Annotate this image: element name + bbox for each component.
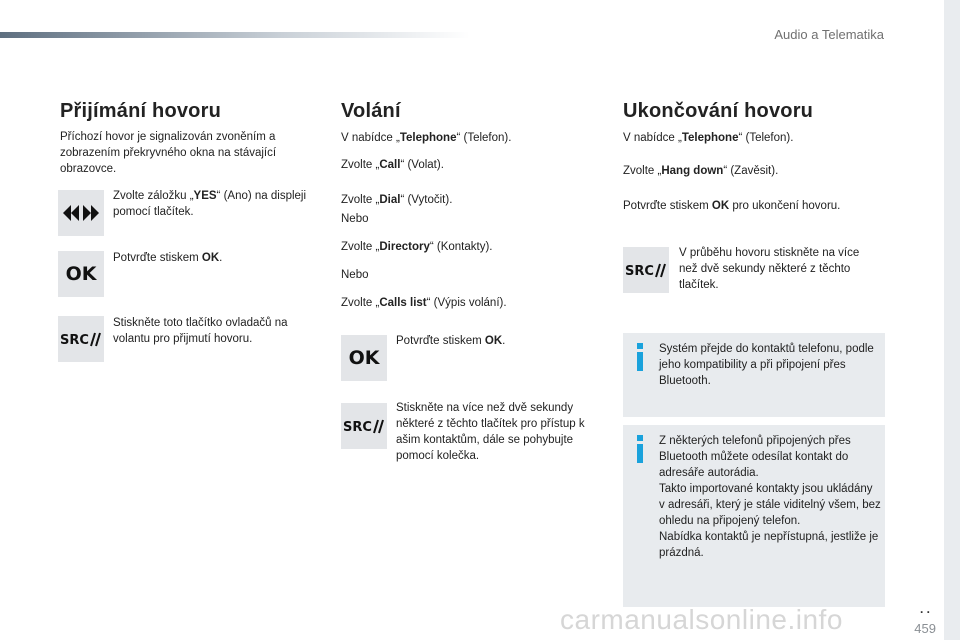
ok-icon-label: OK [348,347,380,369]
info-icon [637,435,643,463]
column-calling [341,100,611,123]
header-title: Audio a Telematika [774,27,884,42]
ending-hold-instruction: V průběhu hovoru stiskněte na více než dvě sekundy některé z těchto tlačítek. [679,247,860,291]
step-select-yes: Zvolte záložku „YES“ (Ano) na displeji pomocí tlačítek. [113,190,307,218]
svg-text:SRC: SRC [60,333,89,348]
ok-icon-label: OK [65,263,97,285]
left-right-arrows-icon [61,205,101,221]
header-gradient-bar [0,32,470,38]
info-text-contacts: Systém přejde do kontaktů telefonu, podle jeho kompatibility a při připojení přes Bluetooth. [659,343,874,387]
src-button-icon [58,316,104,362]
page-dots: . . [919,602,930,616]
calling-line-dial: Zvolte „Dial“ (Vytočit). [341,194,453,206]
watermark: carmanualsonline.info [560,604,843,635]
arrows-button-icon [58,190,104,236]
info-box-contacts [623,333,885,417]
src-button-icon-2 [341,403,387,449]
calling-hold-to-contacts: Stiskněte na více než dvě sekundy některé z těchto tlačítek pro přístup k ašim kontaktům, dále se pohybujte pomocí kolečka. [396,402,585,462]
calling-or-1: Nebo [341,213,369,225]
calling-line-telephone: V nabídce „Telephone“ (Telefon). [341,132,512,144]
calling-confirm-ok: Potvrďte stiskem OK. [396,335,506,347]
calling-or-2: Nebo [341,269,369,281]
heading-receiving-call: Přijímání hovoru [60,100,222,122]
ending-line-hang-down: Zvolte „Hang down“ (Zavěsit). [623,165,779,177]
info-text-import: Z některých telefonů připojených přes Bluetooth můžete odesílat kontakt do adresáře autorádia. Takto importované kontakty jsou ukládány v adresáři, který je stále viditelný všem, bez ohledu na připojený telefon. Nabídka kontaktů je nepřístupná, jestliže je prázdná. [659,435,881,559]
intro-text: Příchozí hovor je signalizován zvoněním a zobrazením překryvného okna na stávající obrazovce. [60,131,277,175]
right-edge-strip [944,0,960,640]
ok-button-icon-2 [341,335,387,381]
calling-line-calls-list: Zvolte „Calls list“ (Výpis volání). [341,297,507,309]
calling-line-call: Zvolte „Call“ (Volat). [341,159,444,171]
src-steering-icon [624,260,668,280]
src-button-icon-3 [623,247,669,293]
calling-line-directory: Zvolte „Directory“ (Kontakty). [341,241,493,253]
src-steering-icon [342,416,386,436]
ok-button-icon [58,251,104,297]
info-box-import [623,425,885,607]
step-confirm-ok: Potvrďte stiskem OK. [113,252,223,264]
page-number: 459 [914,621,936,636]
column-receiving-call [60,100,330,123]
ending-line-confirm: Potvrďte stiskem OK pro ukončení hovoru. [623,200,841,212]
src-steering-icon [59,329,103,349]
ending-line-telephone: V nabídce „Telephone“ (Telefon). [623,132,794,144]
svg-text:SRC: SRC [343,420,372,435]
step-press-steering-button: Stiskněte toto tlačítko ovladačů na volantu pro přijmutí hovoru. [113,317,288,345]
column-ending-call [623,100,893,123]
heading-ending-call: Ukončování hovoru [623,100,814,122]
svg-text:SRC: SRC [625,264,654,279]
heading-calling: Volání [341,100,401,122]
info-icon [637,343,643,371]
